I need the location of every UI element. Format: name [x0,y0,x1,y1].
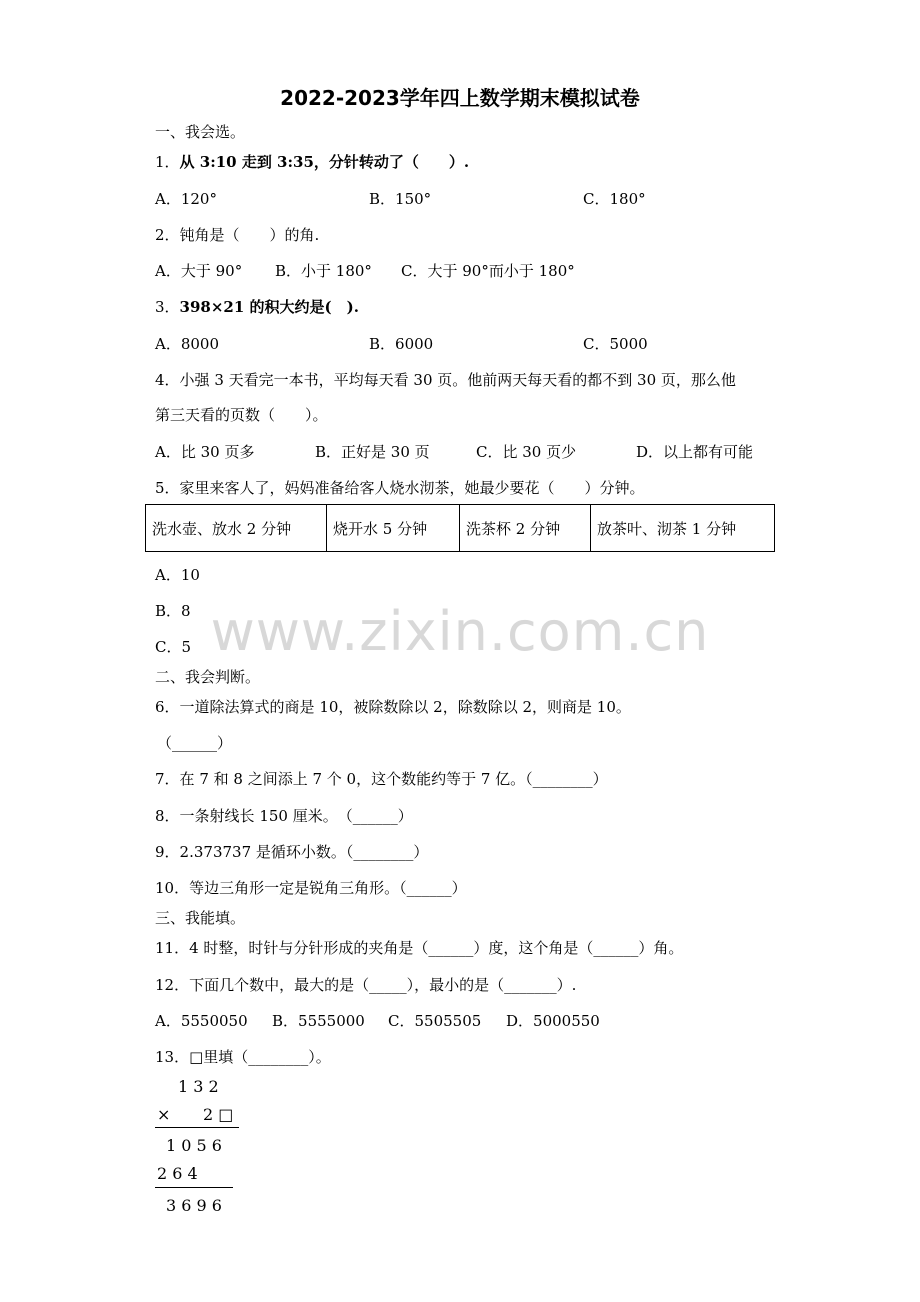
q5-option-c: C．5 [155,638,192,656]
question-text: 4 时整，时针与分针形成的夹角是（______）度，这个角是（______）角。 [189,939,684,957]
q12-option-b: B．5555000 [272,1012,365,1030]
q2-option-a: A．大于 90° [155,262,243,280]
q4-option-b: B．正好是 30 页 [315,443,430,461]
q3-option-b: B．6000 [369,335,434,353]
question-12 [155,974,576,995]
question-text: 398×21 的积大约是( ). [179,298,359,316]
question-2 [155,224,319,245]
question-3 [155,296,359,317]
table-cell: 放茶叶、沏茶 1 分钟 [591,505,775,552]
question-13 [155,1046,331,1067]
question-text: 家里来客人了，妈妈准备给客人烧水沏茶，她最少要花（ ）分钟。 [179,479,645,497]
question-10 [155,877,467,898]
question-number: 3． [155,298,180,316]
question-9 [155,841,428,862]
question-number: 1． [155,153,180,171]
q1-option-a: A．120° [155,190,217,208]
question-text: 一道除法算式的商是 10，被除数除以 2，除数除以 2，则商是 10。 [179,698,631,716]
divider-line [155,1187,233,1188]
question-number: 9． [155,843,180,861]
q4-option-c: C．比 30 页少 [476,443,577,461]
question-6 [155,696,631,717]
tea-steps-table [145,504,775,552]
question-number: 5． [155,479,180,497]
partial-product-1: 1 0 5 6 [166,1136,222,1155]
question-number: 11． [155,939,190,957]
question-text: 钝角是（ ）的角. [179,226,320,244]
partial-product-2: 2 6 4 [157,1164,198,1183]
times-sign: × [157,1105,171,1124]
question-number: 12． [155,976,190,994]
question-number: 8． [155,807,180,825]
multiplicand: 1 3 2 [178,1077,219,1096]
q3-option-c: C．5000 [583,335,648,353]
q6-answer-blank[interactable]: （______） [157,734,233,752]
question-number: 4． [155,371,180,389]
q12-option-a: A．5550050 [155,1012,248,1030]
q12-option-c: C．5505505 [388,1012,482,1030]
q3-option-a: A．8000 [155,335,220,353]
table-row [146,505,775,552]
q12-option-d: D．5000550 [506,1012,600,1030]
section-1-heading: 一、我会选。 [155,123,246,141]
question-number: 13． [155,1048,190,1066]
table-cell: 烧开水 5 分钟 [327,505,460,552]
table-cell: 洗水壶、放水 2 分钟 [146,505,327,552]
q4-option-d: D．以上都有可能 [636,443,754,461]
section-3-heading: 三、我能填。 [155,909,246,927]
question-number: 6． [155,698,180,716]
question-1 [155,151,469,172]
question-text-line-1: 小强 3 天看完一本书，平均每天看 30 页。他前两天每天看的都不到 30 页，那么他 [179,371,736,389]
multiplier: 2 □ [203,1105,234,1124]
page-title: 2022-2023学年四上数学期末模拟试卷 [280,86,640,110]
question-number: 2． [155,226,180,244]
question-number: 7． [155,770,180,788]
q1-option-c: C．180° [583,190,646,208]
question-text: 下面几个数中，最大的是（_____），最小的是（_______）. [189,976,577,994]
q4-option-a: A．比 30 页多 [155,443,255,461]
q1-option-b: B．150° [369,190,432,208]
q5-option-b: B．8 [155,602,191,620]
question-7 [155,768,608,789]
divider-line [155,1127,239,1128]
question-text: 一条射线长 150 厘米。 （______） [179,807,413,825]
q2-option-b: B．小于 180° [275,262,372,280]
question-4 [155,369,736,390]
question-text: 在 7 和 8 之间添上 7 个 0，这个数能约等于 7 亿。（________） [179,770,608,788]
question-text: □里填（________）。 [189,1048,331,1066]
question-text: 从 3:10 走到 3:35，分针转动了（ ）. [179,153,470,171]
question-number: 10． [155,879,190,897]
table-cell: 洗茶杯 2 分钟 [460,505,591,552]
question-4-line-2: 第三天看的页数（ ）。 [155,406,328,424]
section-2-heading: 二、我会判断。 [155,668,261,686]
question-8 [155,805,413,826]
question-5 [155,477,645,498]
final-product: 3 6 9 6 [166,1196,222,1215]
q2-option-c: C．大于 90°而小于 180° [401,262,575,280]
q5-option-a: A．10 [155,566,200,584]
question-11 [155,937,683,958]
question-text: 2.373737 是循环小数。（________） [179,843,429,861]
watermark: www.zixin.com.cn [210,600,710,663]
question-text: 等边三角形一定是锐角三角形。（______） [189,879,467,897]
